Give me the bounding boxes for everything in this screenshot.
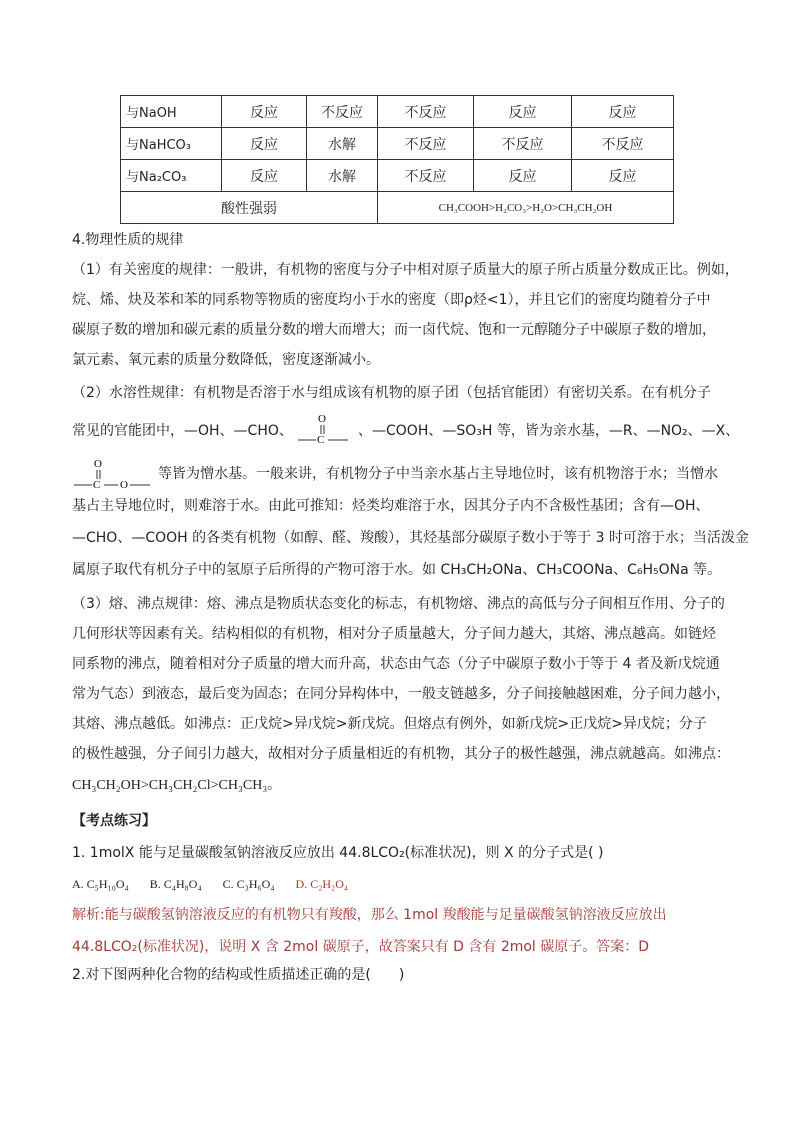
ester-atom-c: C <box>93 479 101 491</box>
acidity-order: CH₃COOH>H₂CO₃>H₂O>CH₃CH₂OH <box>378 192 674 224</box>
table-cell: 水解 <box>307 128 378 160</box>
acidity-label: 酸性强弱 <box>121 192 378 224</box>
option-b: B. C₄H₈O₄ <box>149 877 202 891</box>
carbonyl-structure-icon <box>296 410 356 446</box>
table-cell: 反应 <box>572 96 674 128</box>
solubility-line: 属原子取代有机分子中的氢原子后所得的产物可溶于水。如 CH₃CH₂ONa、CH₃COONa、C₆H₅ONa 等。 <box>72 562 722 578</box>
carbonyl-atom-c: C <box>317 434 325 446</box>
row-label: 与NaHCO₃ <box>121 128 222 160</box>
solubility-line: 等皆为憎水基。一般来讲，有机物分子中当亲水基占主导地位时，该有机物溶于水；当憎水 <box>158 466 718 482</box>
ester-structure-icon <box>72 455 152 495</box>
solubility-line: （2）水溶性规律：有机物是否溶于水与组成该有机物的原子团（包括官能团）有密切关系。在有机分子 <box>72 385 711 401</box>
practice-heading: 【考点练习】 <box>72 813 156 829</box>
ester-atom-o: O <box>120 479 128 491</box>
table-row <box>121 96 674 128</box>
table-cell: 不反应 <box>378 96 474 128</box>
solubility-line: 常见的官能团中，—OH、—CHO、 <box>72 423 293 439</box>
table-row <box>121 128 674 160</box>
solubility-line: 、—COOH、—SO₃H 等，皆为亲水基，—R、—NO₂、—X、 <box>358 423 740 439</box>
table-cell: 不反应 <box>572 128 674 160</box>
question-1: 1. 1molX 能与足量碳酸氢钠溶液反应放出 44.8LCO₂(标准状况)，则 X 的分子式是( ) <box>72 845 604 861</box>
boiling-line: （3）熔、沸点规律：熔、沸点是物质状态变化的标志，有机物熔、沸点的高低与分子间相互作用、分子的 <box>72 596 725 612</box>
ester-atom-o-top: O <box>94 458 102 470</box>
option-a: A. C₅H₁₀O₄ <box>72 877 129 891</box>
question-1-options <box>72 869 722 899</box>
table-cell: 反应 <box>474 96 572 128</box>
table-row <box>121 192 674 224</box>
table-cell: 反应 <box>474 160 572 192</box>
table-cell: 反应 <box>222 96 307 128</box>
table-cell: 水解 <box>307 160 378 192</box>
boiling-line: CH₃CH₂OH>CH₃CH₂Cl>CH₃CH₃。 <box>72 778 282 793</box>
solubility-line: 基占主导地位时，则难溶于水。由此可推知：烃类均难溶于水，因其分子内不含极性基团；含有—OH、 <box>72 498 710 514</box>
table-cell: 反应 <box>222 128 307 160</box>
table-cell: 不反应 <box>474 128 572 160</box>
boiling-line: 常为气态）到液态，最后变为固态；在同分异构体中，一般支链越多，分子间接触越困难，分子间力越小， <box>72 686 730 702</box>
table-row <box>121 160 674 192</box>
table-cell: 不反应 <box>307 96 378 128</box>
boiling-line: 同系物的沸点，随着相对分子质量的增大而升高，状态由气态（分子中碳原子数小于等于 4 者及新戊烷通 <box>72 656 720 672</box>
boiling-line: 几何形状等因素有关。结构相似的有机物，相对分子质量越大，分子间力越大，其熔、沸点越高。如链烃 <box>72 626 716 642</box>
row-label: 与Na₂CO₃ <box>121 160 222 192</box>
table-cell: 不反应 <box>378 128 474 160</box>
analysis-line: 解析:能与碳酸氢钠溶液反应的有机物只有羧酸，那么 1mol 羧酸能与足量碳酸氢钠溶液反应放出 <box>72 907 667 923</box>
density-line: 烷、烯、炔及苯和苯的同系物等物质的密度均小于水的密度（即ρ烃<1），并且它们的密度均随着分子中 <box>72 292 711 308</box>
section-title: 4.物理性质的规律 <box>72 232 184 248</box>
question-2: 2.对下图两种化合物的结构或性质描述正确的是( ) <box>72 967 405 983</box>
carbonyl-atom-o: O <box>318 413 326 425</box>
boiling-line: 的极性越强，分子间引力越大，故相对分子质量相近的有机物，其分子的极性越强，沸点就越高。如沸点： <box>72 746 730 762</box>
row-label: 与NaOH <box>121 96 222 128</box>
table-cell: 反应 <box>572 160 674 192</box>
density-line: 氯元素、氧元素的质量分数降低，密度逐渐减小。 <box>72 352 380 368</box>
table-cell: 反应 <box>222 160 307 192</box>
reaction-table <box>120 95 674 224</box>
density-line: （1）有关密度的规律：一般讲，有机物的密度与分子中相对原子质量大的原子所占质量分数成正比。例如， <box>72 262 739 278</box>
option-c: C. C₃H₆O₄ <box>222 877 275 891</box>
table-cell: 不反应 <box>378 160 474 192</box>
solubility-line: —CHO、—COOH 的各类有机物（如醇、醛、羧酸），其烃基部分碳原子数小于等于 3 时可溶于水；当活泼金 <box>72 530 749 546</box>
option-d: D. C₂H₂O₄ <box>295 877 349 891</box>
boiling-line: 其熔、沸点越低。如沸点：正戊烷>异戊烷>新戊烷。但熔点有例外，如新戊烷>正戊烷>异戊烷；分子 <box>72 716 707 732</box>
density-line: 碳原子数的增加和碳元素的质量分数的增大而增大；而一卤代烷、饱和一元醇随分子中碳原子数的增加， <box>72 322 716 338</box>
analysis-line: 44.8LCO₂(标准状况)，说明 X 含 2mol 碳原子，故答案只有 D 含有 2mol 碳原子。答案：D <box>72 939 650 955</box>
